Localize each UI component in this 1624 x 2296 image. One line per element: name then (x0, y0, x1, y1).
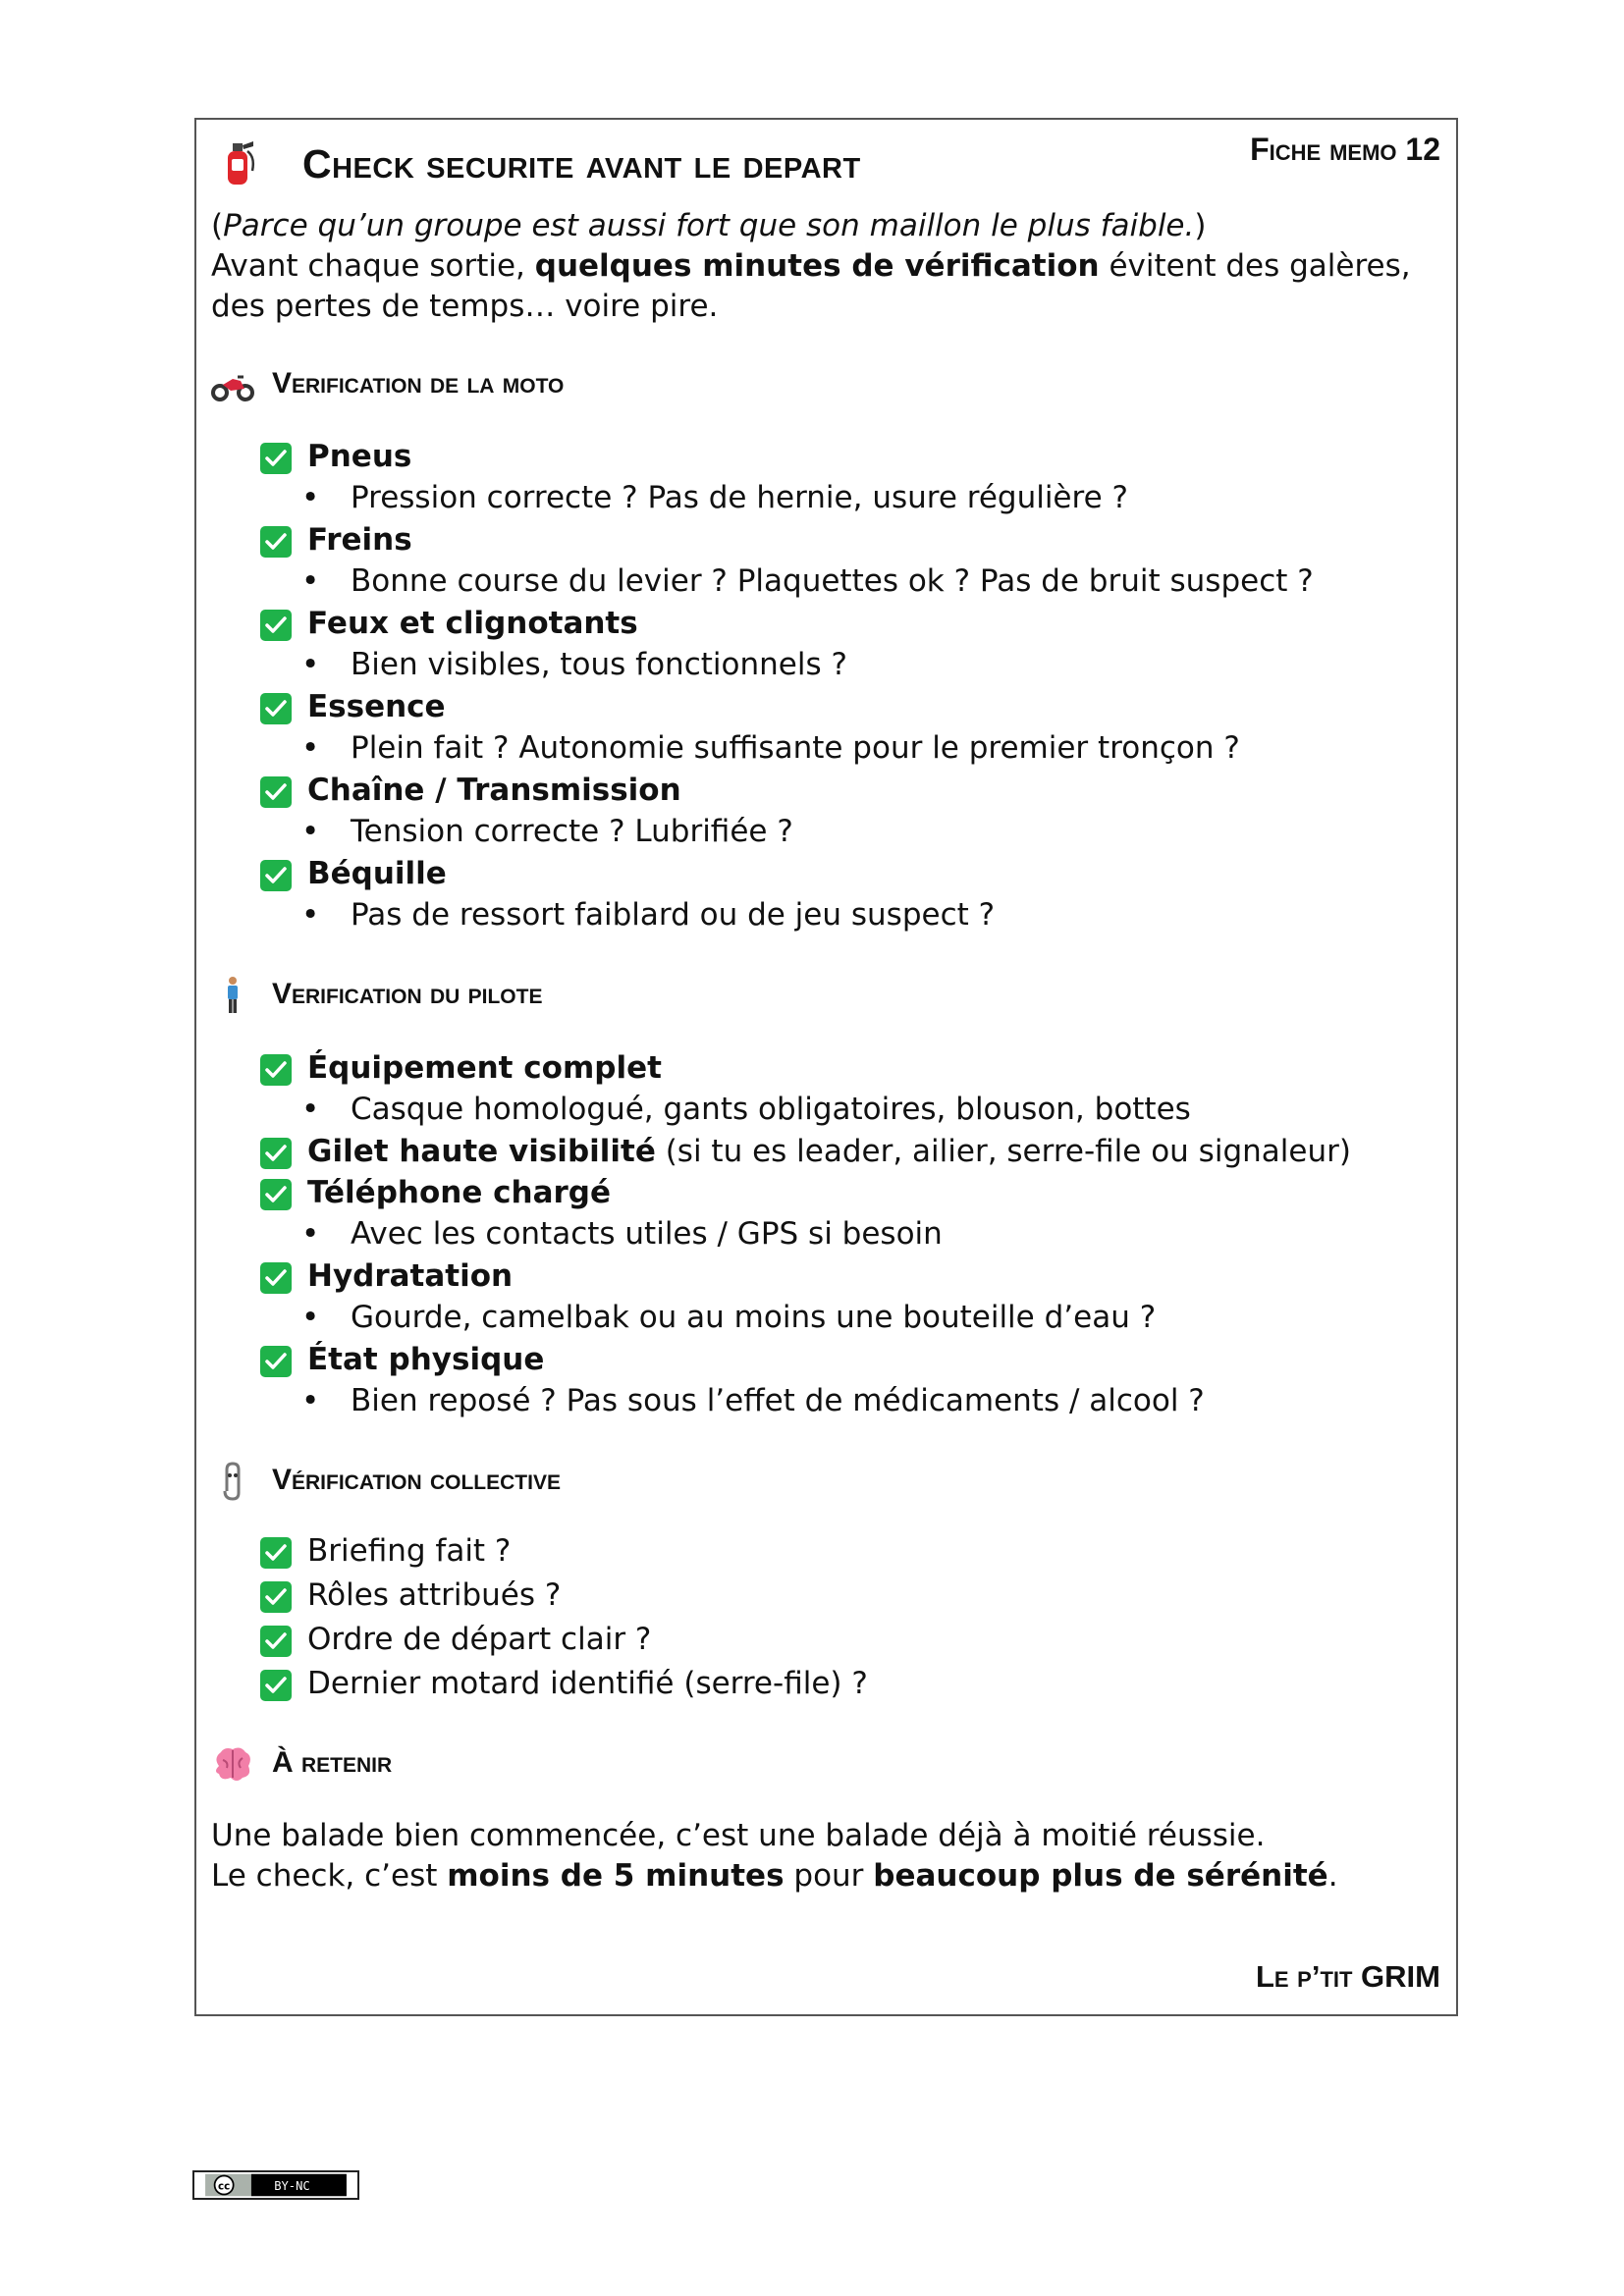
checklist-item-label: Essence (307, 689, 446, 724)
intro-paren-close: ) (1194, 208, 1207, 243)
retain-bold-d: beaucoup plus de sérénité (873, 1858, 1328, 1894)
checkbox-checked-icon (260, 1179, 292, 1210)
checklist-item (260, 436, 1419, 477)
checklist-sub-item: • Tension correcte ? Lubrifiée ? (260, 811, 1419, 853)
retain-line-2 (211, 1856, 1438, 1896)
svg-text:BY-NC: BY-NC (274, 2179, 310, 2194)
list-moto (260, 436, 1419, 936)
checklist-item-label: Pneus (307, 439, 412, 474)
checklist-item-label: Gilet haute visibilité (307, 1134, 656, 1169)
checklist-sub-item: • Bonne course du levier ? Plaquettes ok ? Pas de bruit suspect ? (260, 561, 1419, 603)
checklist-item-label: Équipement complet (307, 1050, 662, 1086)
list-collective (260, 1529, 1419, 1706)
checkbox-checked-icon (260, 1670, 292, 1701)
checklist-item-label: Ordre de départ clair ? (307, 1622, 652, 1657)
intro-paragraph (211, 206, 1438, 327)
fire-extinguisher-icon (218, 137, 261, 187)
checklist-item (260, 1574, 1419, 1618)
section-title-collective: Vérification collective (272, 1463, 561, 1496)
intro-line-2 (211, 246, 1438, 327)
checkbox-checked-icon (260, 693, 292, 724)
checklist-item (260, 603, 1419, 644)
checklist-item-label: Freins (307, 522, 412, 558)
checkbox-checked-icon (260, 610, 292, 641)
memo-number: Fiche memo 12 (1250, 132, 1440, 167)
svg-text:cc: cc (217, 2180, 231, 2193)
checklist-item-label: Hydratation (307, 1258, 514, 1294)
checkbox-checked-icon (260, 1346, 292, 1377)
section-heading-collective (211, 1462, 561, 1501)
section-heading-moto (211, 365, 564, 404)
checkbox-checked-icon (260, 1537, 292, 1569)
checkbox-checked-icon (260, 1054, 292, 1086)
page-title: Check securite avant le depart (302, 141, 861, 187)
checklist-item-label: Téléphone chargé (307, 1175, 612, 1210)
checklist-item (260, 686, 1419, 727)
checkbox-checked-icon (260, 1581, 292, 1613)
list-pilote (260, 1047, 1419, 1422)
checklist-item (260, 1255, 1419, 1297)
checklist-item-label: Béquille (307, 856, 447, 891)
section-heading-retain (211, 1744, 392, 1784)
checklist-item (260, 770, 1419, 811)
retain-paragraph (211, 1816, 1438, 1896)
retain-text-e: . (1327, 1858, 1338, 1894)
checkbox-checked-icon (260, 443, 292, 474)
checklist-item (260, 1047, 1419, 1089)
retain-text-a: Le check, c’est (211, 1858, 448, 1894)
checklist-item (260, 853, 1419, 894)
brain-icon (211, 1744, 254, 1784)
checklist-item-label: Dernier motard identifié (serre-file) ? (307, 1666, 868, 1701)
checkbox-checked-icon (260, 860, 292, 891)
section-title-pilote: Verification du pilote (272, 977, 543, 1010)
checklist-item-label: Chaîne / Transmission (307, 773, 681, 808)
checklist-item (260, 1339, 1419, 1380)
intro-text: Avant chaque sortie, (211, 248, 535, 284)
section-heading-pilote (211, 976, 542, 1015)
checklist-sub-item: • Pas de ressort faiblard ou de jeu suspect ? (260, 894, 1419, 936)
checklist-item (260, 1172, 1419, 1213)
checklist-item (260, 519, 1419, 561)
checklist-sub-item: • Casque homologué, gants obligatoires, blouson, bottes (260, 1089, 1419, 1131)
title-row (218, 132, 1440, 190)
person-icon (211, 976, 254, 1015)
checklist-item-note: (si tu es leader, ailier, serre-file ou signaleur) (655, 1134, 1351, 1169)
checklist-sub-item: • Bien reposé ? Pas sous l’effet de médicaments / alcool ? (260, 1380, 1419, 1422)
checklist-item-label: Briefing fait ? (307, 1533, 512, 1569)
intro-bold: quelques minutes de vérification (534, 248, 1100, 284)
checkbox-checked-icon (260, 1626, 292, 1657)
retain-text-c: pour (784, 1858, 874, 1894)
retain-line-1: Une balade bien commencée, c’est une balade déjà à moitié réussie. (211, 1818, 1266, 1853)
motorcycle-icon (211, 365, 254, 404)
intro-text-end: évitent des galères, des pertes de temps… voire pire. (211, 248, 1411, 324)
checklist-item-label: État physique (307, 1342, 545, 1377)
paperclip-icon (211, 1462, 254, 1501)
section-title-retain: À retenir (272, 1745, 393, 1779)
checkbox-checked-icon (260, 1138, 292, 1169)
checklist-item (260, 1131, 1419, 1172)
checklist-sub-item: • Bien visibles, tous fonctionnels ? (260, 644, 1419, 686)
checklist-sub-item: • Pression correcte ? Pas de hernie, usure régulière ? (260, 477, 1419, 519)
checklist-sub-item: • Avec les contacts utiles / GPS si besoin (260, 1213, 1419, 1255)
cc-license-badge (192, 2170, 359, 2200)
signature: Le p’tit GRIM (1255, 1959, 1440, 1994)
checklist-item-label: Feux et clignotants (307, 606, 638, 641)
checkbox-checked-icon (260, 526, 292, 558)
retain-bold-b: moins de 5 minutes (447, 1858, 785, 1894)
checklist-sub-item: • Gourde, camelbak ou au moins une bouteille d’eau ? (260, 1297, 1419, 1339)
checkbox-checked-icon (260, 776, 292, 808)
checkbox-checked-icon (260, 1262, 292, 1294)
checklist-sub-item: • Plein fait ? Autonomie suffisante pour le premier tronçon ? (260, 727, 1419, 770)
checklist-item (260, 1529, 1419, 1574)
intro-line-1 (211, 206, 1438, 246)
memo-card (194, 118, 1458, 2016)
intro-quote: Parce qu’un groupe est aussi fort que son maillon le plus faible. (223, 208, 1195, 243)
intro-paren-open: ( (211, 208, 224, 243)
checklist-item (260, 1662, 1419, 1706)
section-title-moto: Verification de la moto (272, 366, 565, 400)
checklist-item-label: Rôles attribués ? (307, 1577, 562, 1613)
checklist-item (260, 1618, 1419, 1662)
